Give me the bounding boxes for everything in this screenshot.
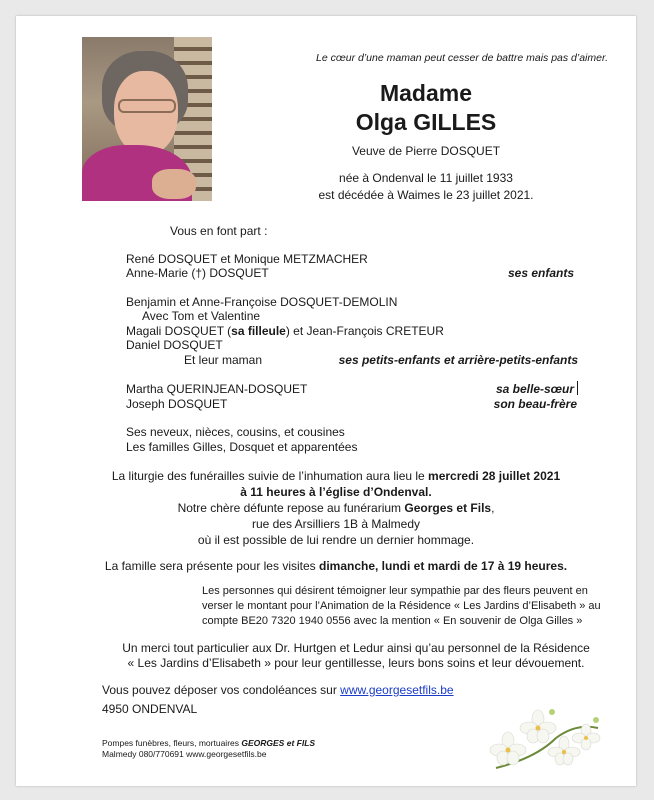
divider-mark [577,381,578,395]
death-info: est décédée à Waimes le 23 juillet 2021. [318,188,534,202]
funeral-line-4: rue des Arsilliers 1B à Malmedy [251,517,421,531]
others-line-2: Les familles Gilles, Dosquet et apparentées [126,440,358,454]
children-line-2: Anne-Marie (†) DOSQUET [126,266,269,280]
funeral-line-1: La liturgie des funérailles suivie de l’inhumation aura lieu le mercredi 28 juillet 2021 [111,469,561,483]
visits: La famille sera présente pour les visites dimanche, lundi et mardi de 17 à 19 heures. [104,559,568,573]
children-label: ses enfants [507,266,574,280]
orchid-flowers-icon [486,698,606,778]
inlaw-label-1: sa belle-sœur [495,382,574,396]
title-madame: Madame [379,80,473,106]
children-line-1: René DOSQUET et Monique METZMACHER [126,252,368,266]
inlaw-line-2: Joseph DOSQUET [126,397,228,411]
grandchildren-line-4: Daniel DOSQUET [126,338,223,352]
widow-of: Veuve de Pierre DOSQUET [351,144,501,158]
thanks-line-1: Un merci tout particulier aux Dr. Hurtgen et Ledur ainsi qu’au personnel de la Résidence [122,641,590,655]
others-line-1: Ses neveux, nièces, cousins, et cousines [126,425,345,439]
website-link[interactable]: www.georgesetfils.be [340,683,454,697]
portrait-photo [82,37,212,201]
condolences: Vous pouvez déposer vos condoléances sur www.georgesetfils.be [102,683,454,697]
obituary-card [16,16,636,786]
funeral-line-5: où il est possible de lui rendre un dernier hommage. [197,533,475,547]
flowers-line-3: compte BE20 7320 1940 0556 avec la mention « En souvenir de Olga Gilles » [202,615,583,627]
footer-line-2: Malmedy 080/770691 www.georgesetfils.be [102,749,267,759]
grandchildren-line-1: Benjamin et Anne-Françoise DOSQUET-DEMOLIN [126,295,398,309]
birth-info: née à Ondenval le 11 juillet 1933 [339,171,513,185]
thanks-line-2: « Les Jardins d’Elisabeth » pour leur gentillesse, leurs bons soins et leur dévouement. [127,656,585,670]
inlaw-line-1: Martha QUERINJEAN-DOSQUET [126,382,308,396]
grandchildren-line-3: Magali DOSQUET (sa filleule) et Jean-François CRETEUR [126,324,444,338]
funeral-line-2: à 11 heures à l’église d’Ondenval. [240,485,432,499]
grandchildren-line-5: Et leur maman [184,353,263,367]
address: 4950 ONDENVAL [102,702,198,716]
inlaw-label-2: son beau-frère [493,397,577,411]
grandchildren-line-2: Avec Tom et Valentine [142,309,261,323]
footer-line-1: Pompes funèbres, fleurs, mortuaires GEORGES et FILS [102,738,316,748]
quote: Le cœur d’une maman peut cesser de battre mais pas d’aimer. [316,52,608,64]
intro: Vous en font part : [170,224,268,238]
grandchildren-label: ses petits-enfants et arrière-petits-enfants [338,353,578,367]
funeral-line-3: Notre chère défunte repose au funérarium Georges et Fils, [177,501,495,515]
title-name: Olga GILLES [355,109,497,135]
flowers-line-1: Les personnes qui désirent témoigner leur sympathie par des fleurs peuvent en [202,585,588,597]
flowers-line-2: verser le montant pour l’Animation de la Résidence « Les Jardins d’Elisabeth » au [202,600,601,612]
